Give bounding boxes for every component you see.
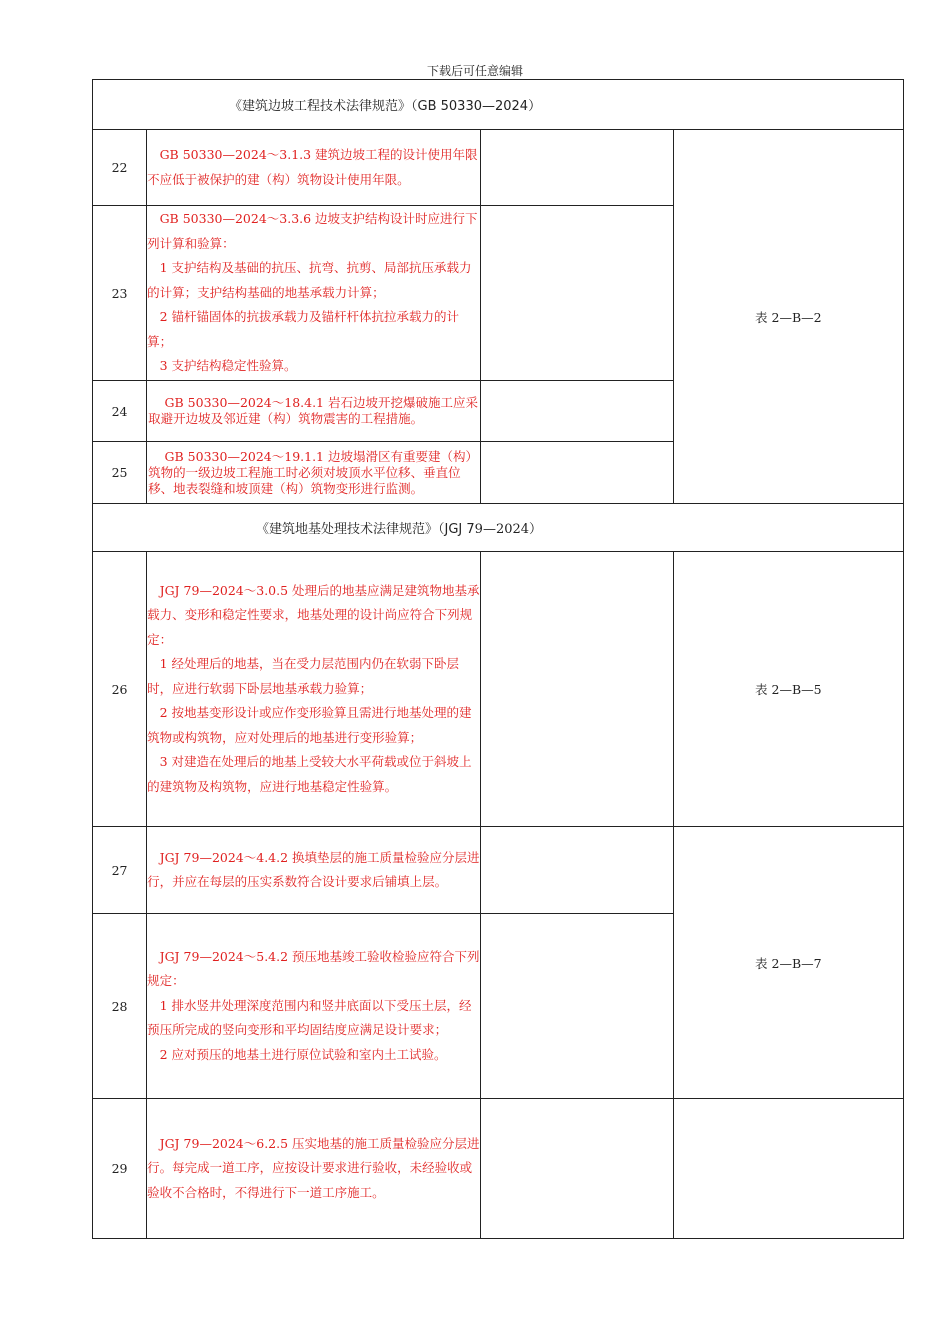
- section-title-text: 《建筑边坡工程技术法律规范》（GB 50330—2024）: [229, 99, 542, 114]
- table-row: [93, 1099, 904, 1239]
- section-row: [93, 504, 904, 552]
- empty-cell: [481, 827, 673, 914]
- section-title-text: 《建筑地基处理技术法律规范》（JGJ 79—2024）: [256, 522, 543, 537]
- empty-cell: [481, 130, 673, 206]
- empty-cell: [481, 1099, 673, 1239]
- row-number: 25: [93, 442, 147, 504]
- empty-cell: [481, 206, 673, 381]
- row-number: 24: [93, 381, 147, 442]
- clause-text: JGJ 79—2024～4.4.2 换填垫层的施工质量检验应分层进行，并应在每层的压实系数符合设计要求后铺填上层。: [147, 827, 481, 914]
- row-number: 26: [93, 552, 147, 827]
- empty-cell: [481, 914, 673, 1099]
- row-number: 28: [93, 914, 147, 1099]
- section-row: [93, 80, 904, 130]
- empty-cell: [481, 552, 673, 827]
- table-row: [93, 827, 904, 914]
- section-title: [93, 80, 904, 130]
- clause-text: GB 50330—2024～18.4.1 岩石边坡开挖爆破施工应采取避开边坡及邻近建（构）筑物震害的工程措施。: [147, 381, 481, 442]
- empty-cell: [481, 381, 673, 442]
- row-number: 22: [93, 130, 147, 206]
- empty-cell: [481, 442, 673, 504]
- clause-text: GB 50330—2024～3.1.3 建筑边坡工程的设计使用年限不应低于被保护的建（构）筑物设计使用年限。: [147, 130, 481, 206]
- row-number: 29: [93, 1099, 147, 1239]
- table-row: [93, 552, 904, 827]
- section-title: [93, 504, 904, 552]
- clause-text: JGJ 79—2024～5.4.2 预压地基竣工验收检验应符合下列规定： 1 排水竖井处理深度范围内和竖井底面以下受压土层，经预压所完成的竖向变形和平均固结度应满足设计要求； 2 应对预压的地基土进行原位试验和室内土工试验。: [147, 914, 481, 1099]
- row-number: 23: [93, 206, 147, 381]
- table-row: [93, 130, 904, 206]
- clause-text: JGJ 79—2024～6.2.5 压实地基的施工质量检验应分层进行。每完成一道工序，应按设计要求进行验收，未经验收或验收不合格时，不得进行下一道工序施工。: [147, 1099, 481, 1239]
- clause-text: GB 50330—2024～19.1.1 边坡塌滑区有重要建（构）筑物的一级边坡工程施工时必须对坡顶水平位移、垂直位移、地表裂缝和坡顶建（构）筑物变形进行监测。: [147, 442, 481, 504]
- reference-cell: 表 2—B—5: [673, 552, 903, 827]
- empty-reference-cell: [673, 1099, 903, 1239]
- reference-cell: 表 2—B—2: [673, 130, 903, 504]
- clause-text: JGJ 79—2024～3.0.5 处理后的地基应满足建筑物地基承载力、变形和稳定性要求，地基处理的设计尚应符合下列规定： 1 经处理后的地基，当在受力层范围内仍在软弱下卧层时，应进行软弱下卧层地基承载力验算； 2 按地基变形设计或应作变形验算且需进行地基处理的建筑物或构筑物，应对处理后的地基进行变形验算； 3 对建造在处理后的地基上受较大水平荷载或位于斜坡上的建筑物及构筑物，应进行地基稳定性验算。: [147, 552, 481, 827]
- reference-cell: 表 2—B—7: [673, 827, 903, 1099]
- clause-text: GB 50330—2024～3.3.6 边坡支护结构设计时应进行下列计算和验算： 1 支护结构及基础的抗压、抗弯、抗剪、局部抗压承载力的计算；支护结构基础的地基承载力计算； 2 锚杆锚固体的抗拔承载力及锚杆杆体抗拉承载力的计算； 3 支护结构稳定性验算。: [147, 206, 481, 381]
- row-number: 27: [93, 827, 147, 914]
- page-header: 下载后可任意编辑: [426, 64, 523, 78]
- standards-table: [92, 79, 904, 1239]
